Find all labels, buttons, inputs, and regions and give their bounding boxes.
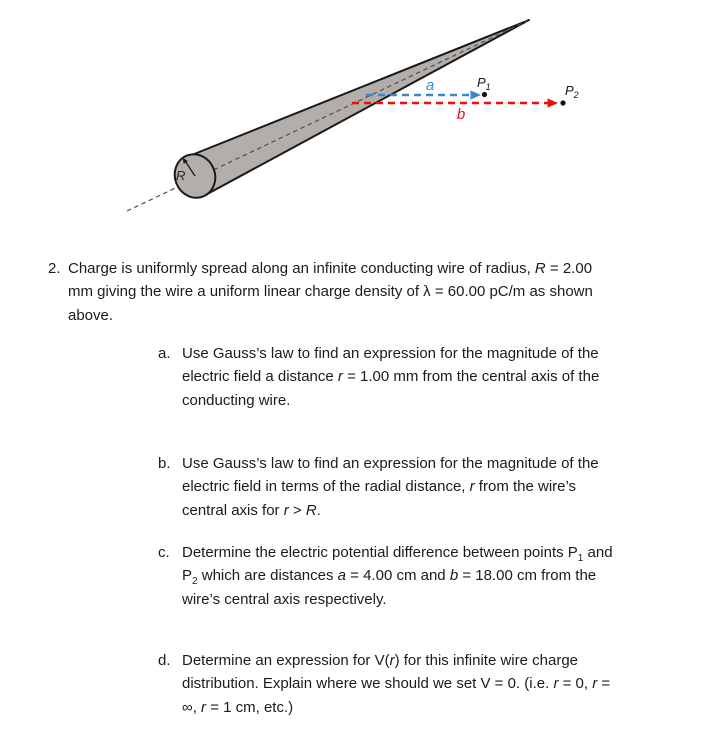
- distance-b-arrowhead: [548, 98, 559, 107]
- distance-a-arrowhead: [471, 90, 482, 99]
- part-c-block: [158, 541, 613, 611]
- problem-number: 2.: [48, 260, 61, 277]
- part-d-text: Determine an expression for V(r) for this infinite wire charge distribution. Explain where we should we set V = 0. (i.e. r = 0, r = ∞, r = 1 cm, etc.): [182, 652, 611, 716]
- part-d-marker: d.: [158, 652, 171, 669]
- point-p1-dot: [482, 92, 487, 97]
- part-b-block: [158, 452, 599, 522]
- point-p1-sub: 1: [485, 82, 491, 92]
- point-p2-sub: 2: [573, 90, 579, 100]
- part-b-marker: b.: [158, 455, 171, 472]
- distance-b-label: b: [456, 106, 466, 123]
- point-p2-base: P: [565, 83, 574, 98]
- part-c-marker: c.: [158, 544, 170, 561]
- problem-intro-text: Charge is uniformly spread along an infinite conducting wire of radius, R = 2.00 mm giving the wire a uniform linear charge density of λ = 60.00 pC/m as shown above.: [68, 260, 593, 324]
- point-p1-label: [477, 75, 491, 92]
- radius-label: R: [176, 168, 186, 183]
- wire-body: [186, 20, 530, 196]
- point-p1-base: P: [477, 75, 486, 90]
- part-b-text: Use Gauss’s law to find an expression for the magnitude of the electric field in terms of the radial distance, r from the wire’s central axis for r > R.: [182, 455, 599, 519]
- part-c-text: Determine the electric potential difference between points $P_1$ and $P_2$ which are distances a = 4.00 cm and b = 18.00 cm from the wire’s central axis respectively.: [182, 544, 613, 608]
- problem-2-block: [48, 257, 593, 327]
- part-a-text: Use Gauss’s law to find an expression for the magnitude of the electric field a distance r = 1.00 mm from the central axis of the conducting wire.: [182, 345, 600, 409]
- point-p2-label: [565, 83, 579, 100]
- wire-figure: [0, 0, 720, 245]
- point-p2-dot: [560, 100, 565, 105]
- part-a-block: [158, 342, 599, 412]
- part-d-block: [158, 649, 610, 719]
- part-a-marker: a.: [158, 345, 171, 362]
- distance-a-label: a: [425, 77, 435, 94]
